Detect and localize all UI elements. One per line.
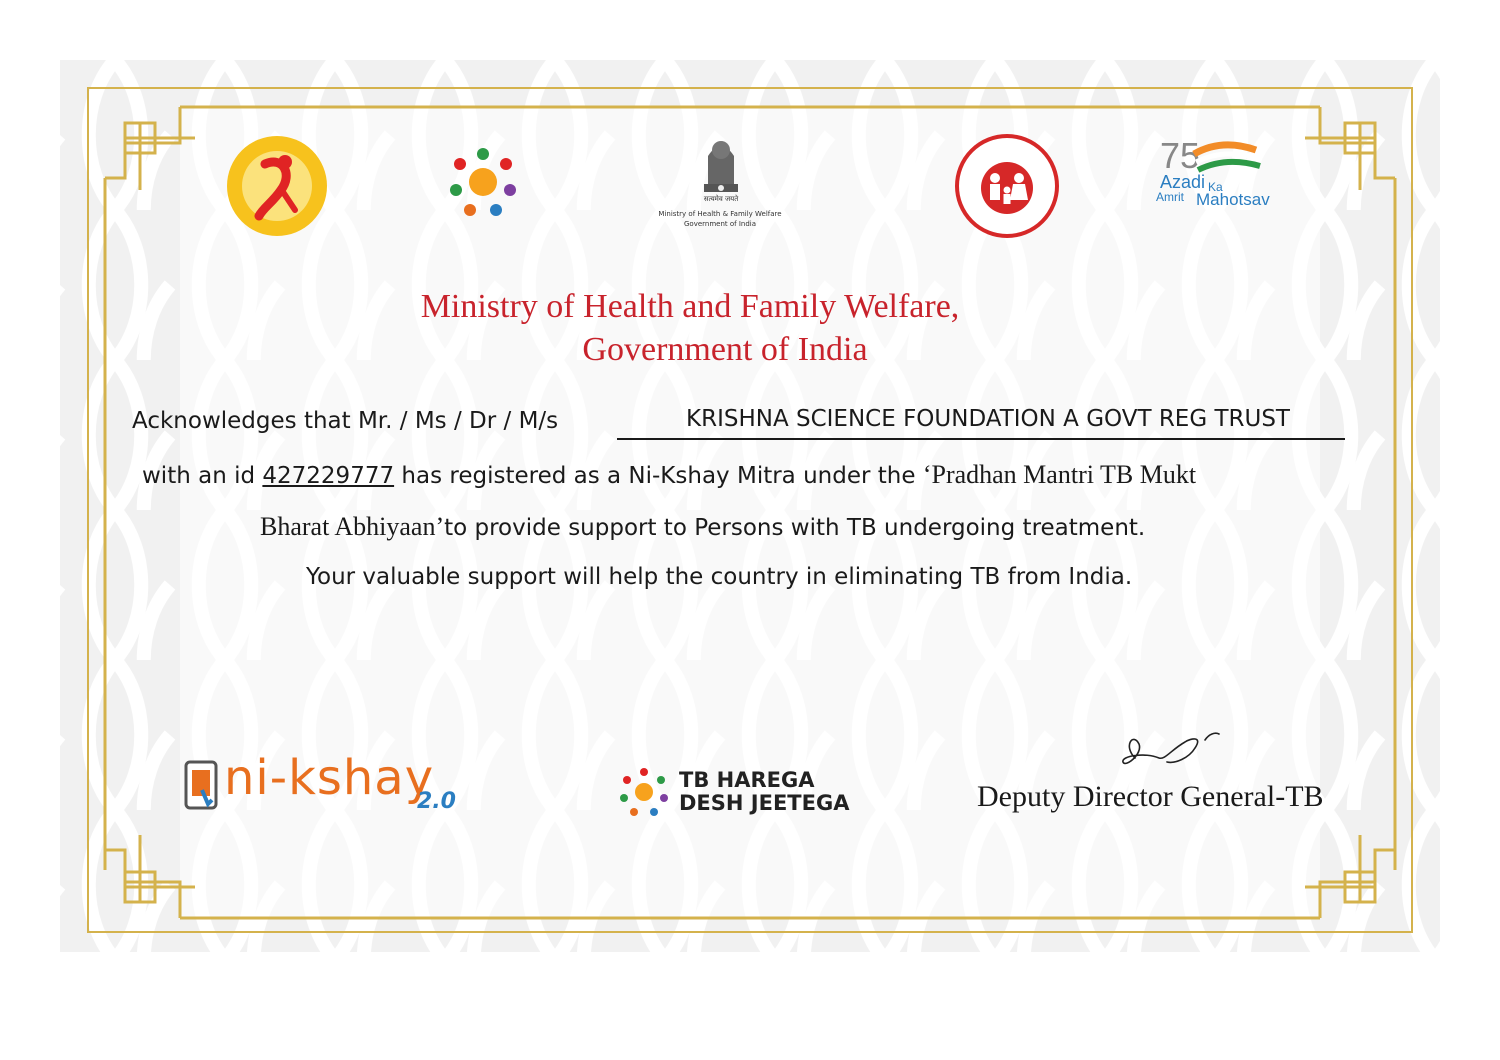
pm-tb-mukt-bharat-logo	[438, 136, 528, 234]
nikshay-logo-icon	[184, 760, 220, 812]
ntep-logo	[225, 134, 329, 238]
acknowledgement-prefix: Acknowledges that Mr. / Ms / Dr / M/s	[132, 408, 559, 434]
emblem-caption-line2: Government of India	[683, 220, 757, 228]
akam-word-mahotsav: Mahotsav	[1196, 190, 1270, 209]
registrant-name: KRISHNA SCIENCE FOUNDATION A GOVT REG TRUST	[686, 406, 1290, 432]
emblem-motto: सत्यमेव जयते	[703, 195, 739, 203]
akam-word-azadi: Azadi	[1160, 172, 1206, 192]
scheme-name-open: ‘Pradhan Mantri TB Mukt	[922, 460, 1197, 489]
support-text: to provide support to Persons with TB undergoing treatment.	[444, 515, 1146, 541]
tb-harega-line1: TB HAREGA	[679, 768, 815, 792]
registration-line	[142, 460, 1196, 490]
support-line	[260, 512, 1145, 542]
nhm-logo	[955, 134, 1059, 238]
signature	[1115, 728, 1225, 778]
signatory-title: Deputy Director General-TB	[977, 780, 1324, 813]
nikshay-version: 2.0	[417, 789, 456, 814]
registration-id: 427229777	[262, 463, 395, 489]
certificate	[60, 60, 1440, 952]
emblem-caption-line1: Ministry of Health & Family Welfare	[658, 210, 782, 218]
akam-word-ka: Ka	[1208, 180, 1223, 194]
heading-line1: Ministry of Health and Family Welfare,	[420, 288, 960, 325]
akam-word-amrit: Amrit	[1156, 190, 1184, 204]
nikshay-wordmark: ni-kshay	[224, 750, 435, 806]
scheme-name-close: Bharat Abhiyaan’	[260, 512, 445, 541]
closing-line: Your valuable support will help the country in eliminating TB from India.	[306, 564, 1133, 590]
tb-harega-line2: DESH JEETEGA	[679, 791, 850, 815]
heading-line2: Government of India	[582, 331, 868, 368]
id-prefix: with an id	[142, 463, 263, 489]
tb-harega-icon	[618, 766, 670, 818]
svg-text:75: 75	[1160, 135, 1201, 176]
id-suffix: has registered as a Ni-Kshay Mitra under the	[394, 463, 923, 489]
